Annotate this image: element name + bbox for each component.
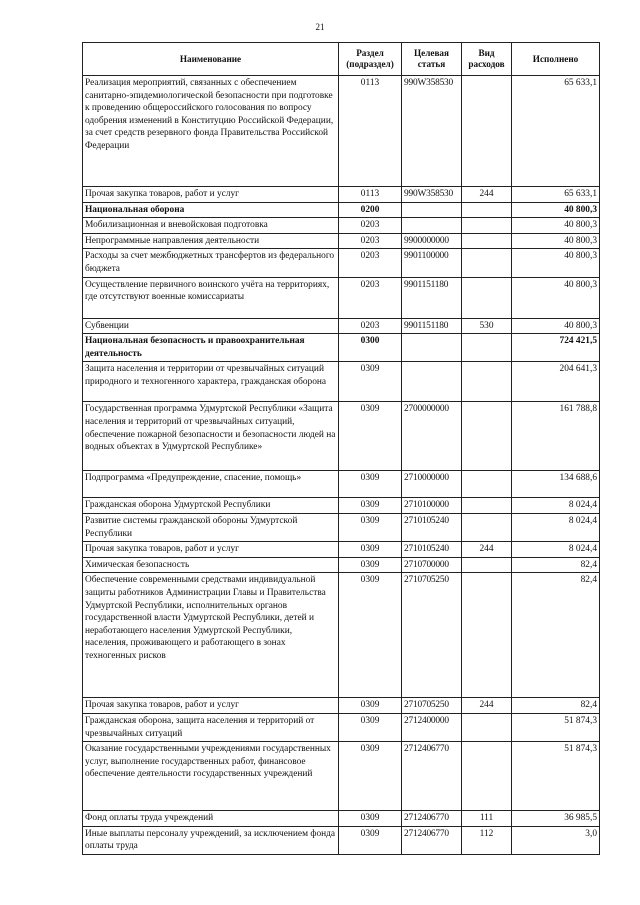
cell-executed: 82,4 <box>512 698 600 714</box>
header-expense-type: Вид расходов <box>462 43 512 76</box>
cell-expense-type <box>462 557 512 573</box>
cell-executed: 65 633,1 <box>512 76 600 187</box>
cell-executed: 40 800,3 <box>512 277 600 318</box>
header-name: Наименование <box>83 43 339 76</box>
cell-section: 0309 <box>339 826 402 854</box>
cell-expense-type: 530 <box>462 318 512 334</box>
cell-section: 0113 <box>339 76 402 187</box>
cell-expense-type <box>462 742 512 811</box>
table-row <box>83 713 600 741</box>
cell-article: 990W358530 <box>402 76 462 187</box>
cell-executed: 40 800,3 <box>512 202 600 218</box>
table-row <box>83 277 600 318</box>
cell-expense-type <box>462 573 512 698</box>
cell-article: 2712406770 <box>402 742 462 811</box>
cell-name: Обеспечение современными средствами индивидуальной защиты работников Администрации Главы и Правительства Удмуртской Республики, исполнительных органов государственной власти Удмуртской Республики, детей и неработающего населения Удмуртской Республики, населения, проживающего и работающего в зонах техногенных рисков <box>83 573 339 698</box>
table-row <box>83 187 600 203</box>
cell-article: 2710105240 <box>402 513 462 541</box>
cell-section: 0300 <box>339 334 402 362</box>
cell-article <box>402 202 462 218</box>
cell-name: Иные выплаты персоналу учреждений, за исключением фонда оплаты труда <box>83 826 339 854</box>
table-row <box>83 249 600 277</box>
cell-article: 2710000000 <box>402 471 462 498</box>
table-row <box>83 318 600 334</box>
table-row <box>83 826 600 854</box>
cell-executed: 65 633,1 <box>512 187 600 203</box>
cell-expense-type <box>462 277 512 318</box>
cell-section: 0200 <box>339 202 402 218</box>
cell-article <box>402 218 462 234</box>
table-row <box>83 498 600 514</box>
cell-executed: 40 800,3 <box>512 218 600 234</box>
cell-expense-type <box>462 402 512 471</box>
cell-section: 0309 <box>339 471 402 498</box>
cell-expense-type <box>462 498 512 514</box>
cell-article: 9901100000 <box>402 249 462 277</box>
table-row <box>83 542 600 558</box>
cell-expense-type: 244 <box>462 542 512 558</box>
cell-executed: 161 788,8 <box>512 402 600 471</box>
cell-expense-type <box>462 76 512 187</box>
table-row <box>83 334 600 362</box>
cell-article: 2710700000 <box>402 557 462 573</box>
cell-executed: 40 800,3 <box>512 249 600 277</box>
cell-expense-type <box>462 233 512 249</box>
cell-name: Осуществление первичного воинского учёта на территориях, где отсутствуют военные комиссариаты <box>83 277 339 318</box>
cell-section: 0309 <box>339 557 402 573</box>
table-row <box>83 233 600 249</box>
table-row <box>83 362 600 402</box>
cell-section: 0309 <box>339 742 402 811</box>
cell-article: 2710705250 <box>402 573 462 698</box>
cell-article: 2710105240 <box>402 542 462 558</box>
cell-name: Национальная оборона <box>83 202 339 218</box>
cell-executed: 8 024,4 <box>512 513 600 541</box>
cell-name: Подпрограмма «Предупреждение, спасение, помощь» <box>83 471 339 498</box>
cell-executed: 724 421,5 <box>512 334 600 362</box>
table-row <box>83 742 600 811</box>
cell-article: 9900000000 <box>402 233 462 249</box>
cell-expense-type: 112 <box>462 826 512 854</box>
cell-article: 9901151180 <box>402 318 462 334</box>
budget-execution-table <box>82 42 600 855</box>
cell-executed: 40 800,3 <box>512 318 600 334</box>
cell-expense-type <box>462 202 512 218</box>
cell-section: 0113 <box>339 187 402 203</box>
cell-section: 0203 <box>339 233 402 249</box>
cell-name: Реализация мероприятий, связанных с обеспечением санитарно-эпидемиологической безопасности при подготовке к проведению общероссийского голосования по вопросу одобрения изменений в Конституцию Российской Федерации, за счет средств резервного фонда Правительства Российской Федерации <box>83 76 339 187</box>
cell-name: Национальная безопасность и правоохранительная деятельность <box>83 334 339 362</box>
cell-section: 0309 <box>339 698 402 714</box>
header-section: Раздел (подраздел) <box>339 43 402 76</box>
cell-section: 0309 <box>339 402 402 471</box>
table-row <box>83 573 600 698</box>
cell-name: Непрограммные направления деятельности <box>83 233 339 249</box>
cell-name: Фонд оплаты труда учреждений <box>83 811 339 827</box>
cell-section: 0309 <box>339 362 402 402</box>
cell-section: 0309 <box>339 573 402 698</box>
cell-section: 0203 <box>339 218 402 234</box>
cell-article <box>402 362 462 402</box>
table-row <box>83 811 600 827</box>
cell-executed: 82,4 <box>512 573 600 698</box>
cell-expense-type <box>462 713 512 741</box>
cell-article: 2712400000 <box>402 713 462 741</box>
cell-article: 2710100000 <box>402 498 462 514</box>
cell-section: 0309 <box>339 713 402 741</box>
table-row <box>83 76 600 187</box>
cell-name: Прочая закупка товаров, работ и услуг <box>83 542 339 558</box>
cell-name: Гражданская оборона, защита населения и территорий от чрезвычайных ситуаций <box>83 713 339 741</box>
cell-expense-type <box>462 362 512 402</box>
cell-expense-type <box>462 471 512 498</box>
cell-executed: 40 800,3 <box>512 233 600 249</box>
cell-executed: 36 985,5 <box>512 811 600 827</box>
cell-name: Химическая безопасность <box>83 557 339 573</box>
cell-section: 0309 <box>339 498 402 514</box>
cell-name: Расходы за счет межбюджетных трансфертов из федерального бюджета <box>83 249 339 277</box>
cell-executed: 8 024,4 <box>512 498 600 514</box>
page-number: 21 <box>315 22 325 32</box>
cell-expense-type: 111 <box>462 811 512 827</box>
cell-expense-type <box>462 249 512 277</box>
cell-executed: 3,0 <box>512 826 600 854</box>
cell-article: 2700000000 <box>402 402 462 471</box>
table-row <box>83 402 600 471</box>
cell-section: 0309 <box>339 811 402 827</box>
cell-name: Государственная программа Удмуртской Республики «Защита населения и территорий от чрезвычайных ситуаций, обеспечение пожарной безопасности и безопасности людей на водных объектах в Удмуртской Республике» <box>83 402 339 471</box>
cell-expense-type <box>462 218 512 234</box>
cell-article: 990W358530 <box>402 187 462 203</box>
table-header-row <box>83 43 600 76</box>
table-row <box>83 557 600 573</box>
cell-expense-type <box>462 334 512 362</box>
cell-section: 0203 <box>339 249 402 277</box>
header-article: Целевая статья <box>402 43 462 76</box>
cell-name: Мобилизационная и вневойсковая подготовка <box>83 218 339 234</box>
cell-article: 2710705250 <box>402 698 462 714</box>
cell-name: Прочая закупка товаров, работ и услуг <box>83 698 339 714</box>
cell-executed: 134 688,6 <box>512 471 600 498</box>
cell-section: 0309 <box>339 513 402 541</box>
cell-executed: 51 874,3 <box>512 713 600 741</box>
cell-section: 0203 <box>339 318 402 334</box>
cell-article <box>402 334 462 362</box>
header-executed: Исполнено <box>512 43 600 76</box>
cell-article: 2712406770 <box>402 826 462 854</box>
table-body <box>83 76 600 855</box>
table-row <box>83 698 600 714</box>
cell-article: 2712406770 <box>402 811 462 827</box>
cell-name: Развитие системы гражданской обороны Удмуртской Республики <box>83 513 339 541</box>
table-row <box>83 218 600 234</box>
cell-executed: 82,4 <box>512 557 600 573</box>
table-row <box>83 471 600 498</box>
cell-executed: 204 641,3 <box>512 362 600 402</box>
cell-section: 0203 <box>339 277 402 318</box>
cell-article: 9901151180 <box>402 277 462 318</box>
cell-executed: 51 874,3 <box>512 742 600 811</box>
cell-expense-type: 244 <box>462 698 512 714</box>
table-row <box>83 202 600 218</box>
cell-name: Оказание государственными учреждениями государственных услуг, выполнение государственных работ, финансовое обеспечение деятельности государственных учреждений <box>83 742 339 811</box>
table-row <box>83 513 600 541</box>
cell-expense-type: 244 <box>462 187 512 203</box>
cell-name: Гражданская оборона Удмуртской Республики <box>83 498 339 514</box>
cell-executed: 8 024,4 <box>512 542 600 558</box>
cell-name: Защита населения и территории от чрезвычайных ситуаций природного и техногенного характера, гражданская оборона <box>83 362 339 402</box>
cell-section: 0309 <box>339 542 402 558</box>
cell-name: Субвенции <box>83 318 339 334</box>
cell-expense-type <box>462 513 512 541</box>
cell-name: Прочая закупка товаров, работ и услуг <box>83 187 339 203</box>
